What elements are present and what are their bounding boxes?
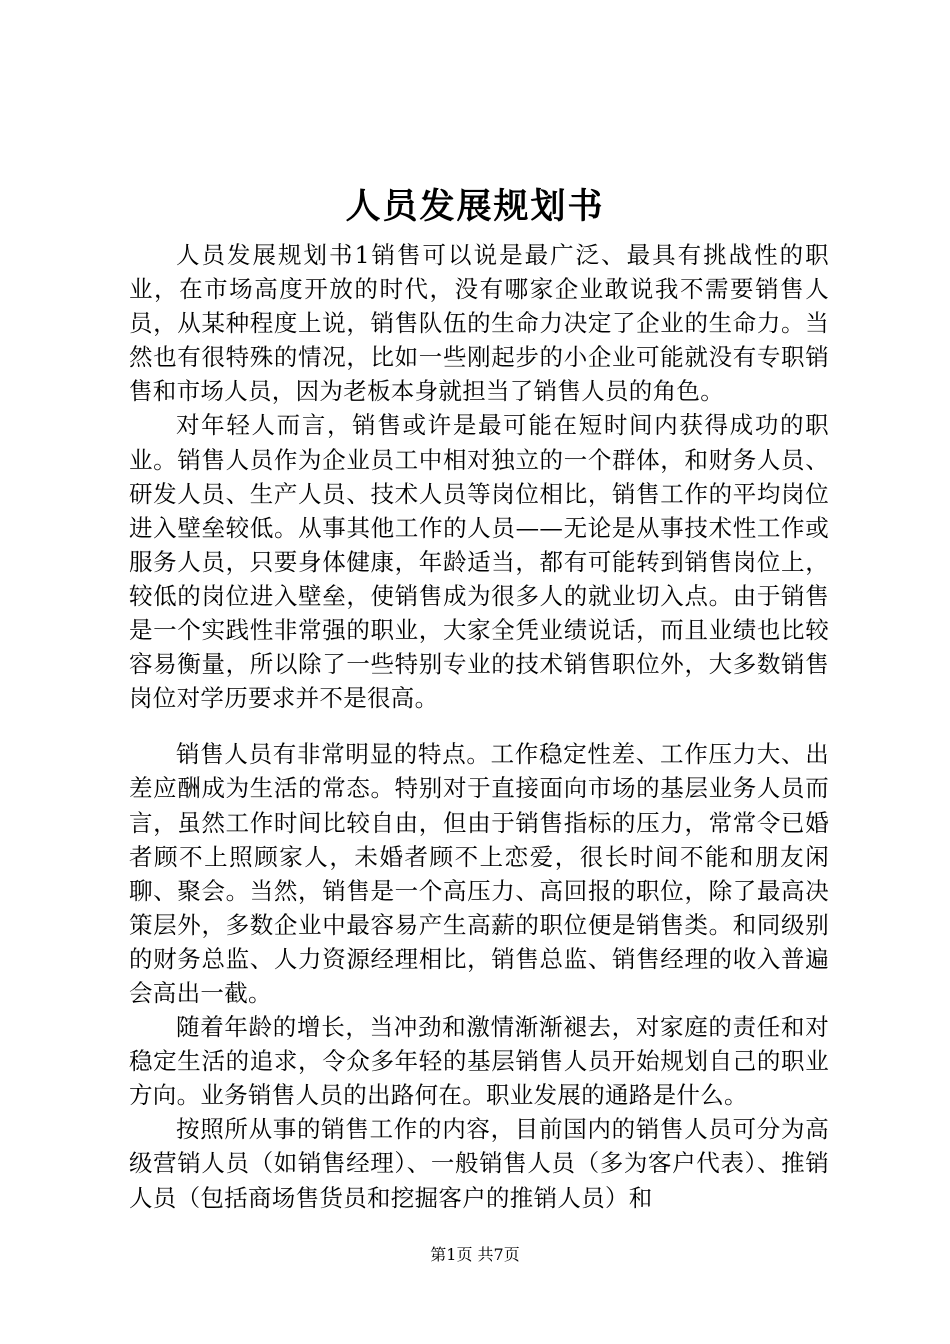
paragraph-4: 随着年龄的增长，当冲劲和激情渐渐褪去，对家庭的责任和对稳定生活的追求，令众多年轻的基层销售人员开始规划自己的职业方向。业务销售人员的出路何在。职业发展的通路是什么。 bbox=[129, 1013, 829, 1110]
paragraph-2: 对年轻人而言，销售或许是最可能在短时间内获得成功的职业。销售人员作为企业员工中相对独立的一个群体，和财务人员、研发人员、生产人员、技术人员等岗位相比，销售工作的平均岗位进入壁垒较低。从事其他工作的人员——无论是从事技术性工作或服务人员，只要身体健康，年龄适当，都有可能转到销售岗位上，较低的岗位进入壁垒，使销售成为很多人的就业切入点。由于销售是一个实践性非常强的职业，大家全凭业绩说话，而且业绩也比较容易衡量，所以除了一些特别专业的技术销售职位外，大多数销售岗位对学历要求并不是很高。 bbox=[129, 411, 829, 713]
document-body bbox=[129, 238, 829, 1215]
page-footer: 第1页 共7页 bbox=[430, 1245, 520, 1264]
paragraph-3: 销售人员有非常明显的特点。工作稳定性差、工作压力大、出差应酬成为生活的常态。特别对于直接面向市场的基层业务人员而言，虽然工作时间比较自由，但由于销售指标的压力，常常令已婚者顾不上照顾家人，未婚者顾不上恋爱，很长时间不能和朋友闲聊、聚会。当然，销售是一个高压力、高回报的职位，除了最高决策层外，多数企业中最容易产生高薪的职位便是销售类。和同级别的财务总监、人力资源经理相比，销售总监、销售经理的收入普遍会高出一截。 bbox=[129, 740, 829, 1007]
paragraph-1: 人员发展规划书1销售可以说是最广泛、最具有挑战性的职业，在市场高度开放的时代，没有哪家企业敢说我不需要销售人员，从某种程度上说，销售队伍的生命力决定了企业的生命力。当然也有很特殊的情况，比如一些刚起步的小企业可能就没有专职销售和市场人员，因为老板本身就担当了销售人员的角色。 bbox=[129, 241, 829, 406]
paragraph-5: 按照所从事的销售工作的内容，目前国内的销售人员可分为高级营销人员（如销售经理）、一般销售人员（多为客户代表）、推销人员（包括商场售货员和挖掘客户的推销人员）和 bbox=[129, 1115, 829, 1212]
document-title: 人员发展规划书 bbox=[345, 186, 605, 227]
